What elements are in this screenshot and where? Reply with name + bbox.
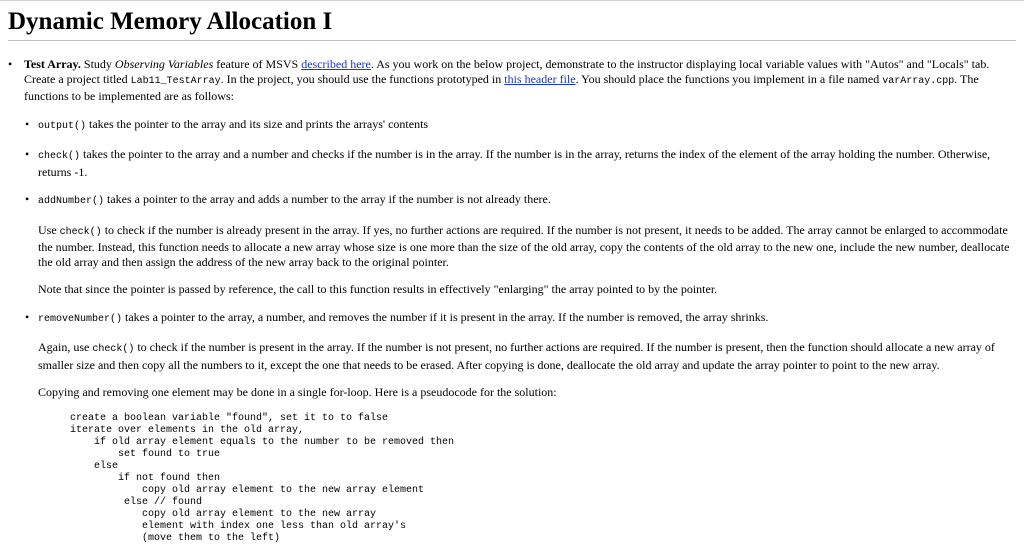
bullet-icon: • [25, 309, 30, 324]
header-file-link[interactable]: this header file [504, 71, 576, 86]
function-name-add: addNumber() [38, 196, 105, 207]
list-item-check [25, 147, 1016, 179]
project-name: Lab11_TestArray [130, 75, 221, 87]
described-here-link[interactable]: described here [301, 57, 371, 71]
add-number-note: Note that since the pointer is passed by reference, the call to this function results in effectively "enlarging" the array pointed to by the pointer. [38, 282, 718, 296]
add-text-a: Use [38, 222, 60, 237]
intro-text-3: . As you work on the below project, demonstrate to the instructor displaying local variable values with "Autos" and "Locals" tab. Create a project titled [24, 57, 990, 86]
add-text-b: to check if the number is already present in the array. If yes, no further actions are required. If the number is not present, it needs to be added. The array cannot be enlarged to accommodate the number. Instead, this function needs to allocate a new array whose size is one more than the size of the old array, copy the contents of the old array to the new one, include the new number, deallocate the old array and then assign the address of the new array back to the original pointer. [38, 222, 1010, 269]
remove-number-summary [38, 310, 1016, 328]
list-item-remove-number [25, 309, 1016, 400]
function-name-output: output() [38, 120, 87, 132]
bullet-icon: • [25, 147, 30, 161]
list-item-test-array [8, 57, 1016, 104]
function-name-remove: removeNumber() [38, 313, 123, 325]
bullet-icon: • [8, 57, 13, 71]
remove-check-ref: check() [92, 344, 135, 355]
add-check-ref: check() [59, 226, 102, 238]
intro-text-2: feature of MSVS [213, 57, 302, 71]
file-name: varArray.cpp [882, 75, 955, 87]
function-list [8, 117, 1016, 400]
pseudocode-block: create a boolean variable "found", set it to to false iterate over elements in the old array, if old array element equals to the number to be removed then set found to true else if not found then copy old array element to the new array element else // found copy old array element to the new array element with index one less than old array's (move them to the left) [70, 412, 455, 544]
intro-text-5: . You should place the functions you implement in a file named [575, 71, 883, 86]
function-desc-output: takes the pointer to the array and its size and prints the arrays' contents [86, 116, 429, 131]
intro-text-1: Study [80, 57, 115, 71]
bullet-icon: • [25, 192, 30, 206]
main-list [8, 57, 1016, 104]
bullet-icon: • [25, 116, 30, 131]
list-item-output [25, 116, 1016, 135]
list-item-add-number [25, 192, 1016, 297]
remove-number-details [38, 340, 1016, 372]
page [0, 1, 1024, 545]
function-desc-remove: takes a pointer to the array, a number, and removes the number if it is present in the array. If the number is removed, the array shrinks. [122, 309, 769, 324]
remove-text-b: to check if the number is present in the array. If the number is not present, no further actions are required. If the number is present, then the function should allocate a new array of smaller size and then copy all the numbers to it, except the one that needs to be erased. After copying is done, deallocate the old array and update the array pointer to point to the new array. [38, 340, 995, 372]
function-desc-check: takes the pointer to the array and a number and checks if the number is in the array. If the number is in the array, returns the index of the element of the array holding the number. Otherwise, returns -1. [38, 147, 991, 179]
remove-number-note: Copying and removing one element may be done in a single for-loop. Here is a pseudocode for the solution: [38, 385, 557, 399]
feature-name: Observing Variables [114, 57, 214, 71]
remove-text-a: Again, use [38, 340, 93, 354]
function-desc-add: takes a pointer to the array and adds a number to the array if the number is not already there. [104, 192, 551, 206]
add-number-details [38, 223, 1016, 270]
page-title: Dynamic Memory Allocation I [8, 1, 1016, 41]
function-name-check: check() [38, 151, 81, 162]
intro-text-4: . In the project, you should use the functions prototyped in [220, 71, 505, 86]
intro-paragraph [24, 57, 989, 103]
add-number-summary [38, 192, 1016, 210]
intro-text-6: . The functions to be implemented are as follows: [24, 71, 979, 103]
intro-label: Test Array. [24, 57, 81, 71]
